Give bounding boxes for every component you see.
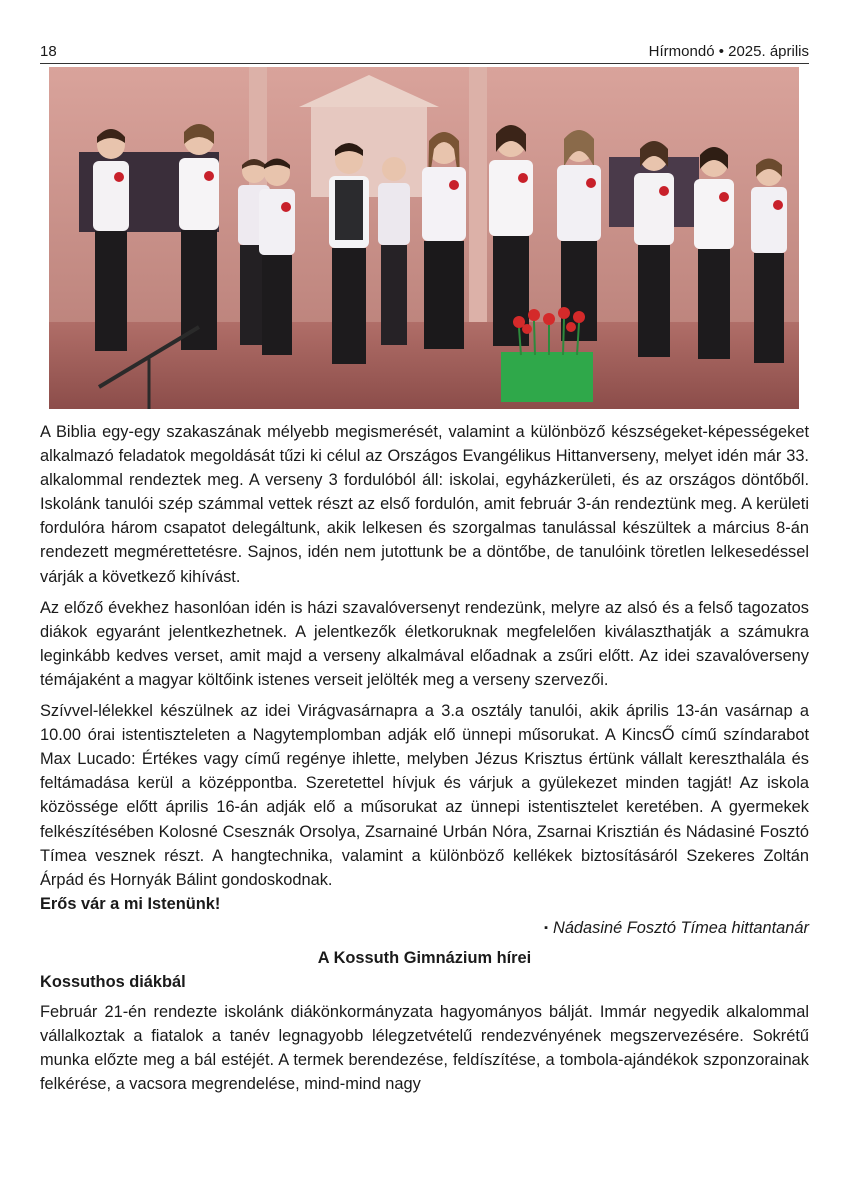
publication-title: Hírmondó • 2025. április	[648, 43, 809, 60]
paragraph-1: A Biblia egy-egy szakaszának mélyebb megismerését, valamint a különböző készségeket-képességeket alkalmazó feladatok megoldását tűzi ki célul az Országos Evangélikus Hittanverseny, melyet idén már 33. alkalommal rendeztek meg. A verseny 3 fordulóból áll: iskolai, egyházkerületi, és az országos döntőből. Iskolánk tanulói szép számmal vettek részt az első fordulón, amit február 3-án rendeztünk meg. A kerületi fordulóra három csapatot delegáltunk, akik lelkesen és szorgalmas tanulással készültek a március 8-án rendezett megmérettetésre. Sajnos, idén nem jutottunk be a döntőbe, de tanulóink töretlen lelkesedéssel várják a következő kihívást.	[40, 423, 809, 586]
closing-line: Erős vár a mi Istenünk!	[40, 894, 221, 913]
paragraph-3: Szívvel-lélekkel készülnek az idei Virágvasárnapra a 3.a osztály tanulói, akik április 13-án vasárnap a 10.00 órai istentiszteleten a Nagytemplomban adják elő ünnepi műsorukat. A KincsŐ című színdarabot Max Lucado: Értékes vagy című regénye ihlette, melyben Jézus Krisztus értünk vállalt kereszthalála és feltámadása kerül a középpontba. Szeretettel hívjuk és várjuk a gyülekezet minden tagját! Az iskola közössége előtt április 16-án adják elő a műsorukat az ünnepi istentisztelet keretében. A gyermekek felkészítésében Kolosné Csesznák Orsolya, Zsarnainé Urbán Nóra, Zsarnai Krisztián és Nádasiné Fosztó Tímea vesznek részt. A hangtechnika, valamint a különböző kellékek biztosításáról Szekeres Zoltán Árpád és Hornyák Bálint gondoskodnak.	[40, 702, 809, 889]
page-number: 18	[40, 43, 57, 60]
paragraph-2: Az előző évekhez hasonlóan idén is házi szavalóversenyt rendezünk, melyre az alsó és a felső tagozatos diákok egyaránt jelentkezhetnek. A jelentkezők életkoruknak megfelelően kiválaszthatják a számukra leginkább kedves verset, amit majd a verseny alkalmával előadnak a zsűri előtt. Az idei szavalóverseny témájaként a magyar költőink istenes verseit jelölték meg a verseny szervezői.	[40, 598, 809, 689]
signature-text: Nádasiné Fosztó Tímea hittantanár	[552, 918, 809, 937]
page-header	[40, 42, 809, 64]
section-paragraph: Február 21-én rendezte iskolánk diákönkormányzata hagyományos bálját. Immár negyedik alkalommal vállalkoztak a fiatalok a tanév legnagyobb lélegzetvételű rendezvényének megszervezésére. Sokrétű munka előzte meg a bál estéjét. A termek berendezése, feldíszítése, a tombola-ajándékok szponzorainak felkérése, a vacsora megrendelése, mind-mind nagy	[40, 1003, 809, 1094]
signature	[40, 916, 809, 940]
article-body	[40, 420, 809, 1104]
children-choir-photo	[49, 67, 799, 409]
section-title: A Kossuth Gimnázium hírei	[317, 948, 532, 967]
bullet-icon: ▪	[544, 921, 548, 934]
section-subtitle: Kossuthos diákbál	[40, 973, 186, 992]
